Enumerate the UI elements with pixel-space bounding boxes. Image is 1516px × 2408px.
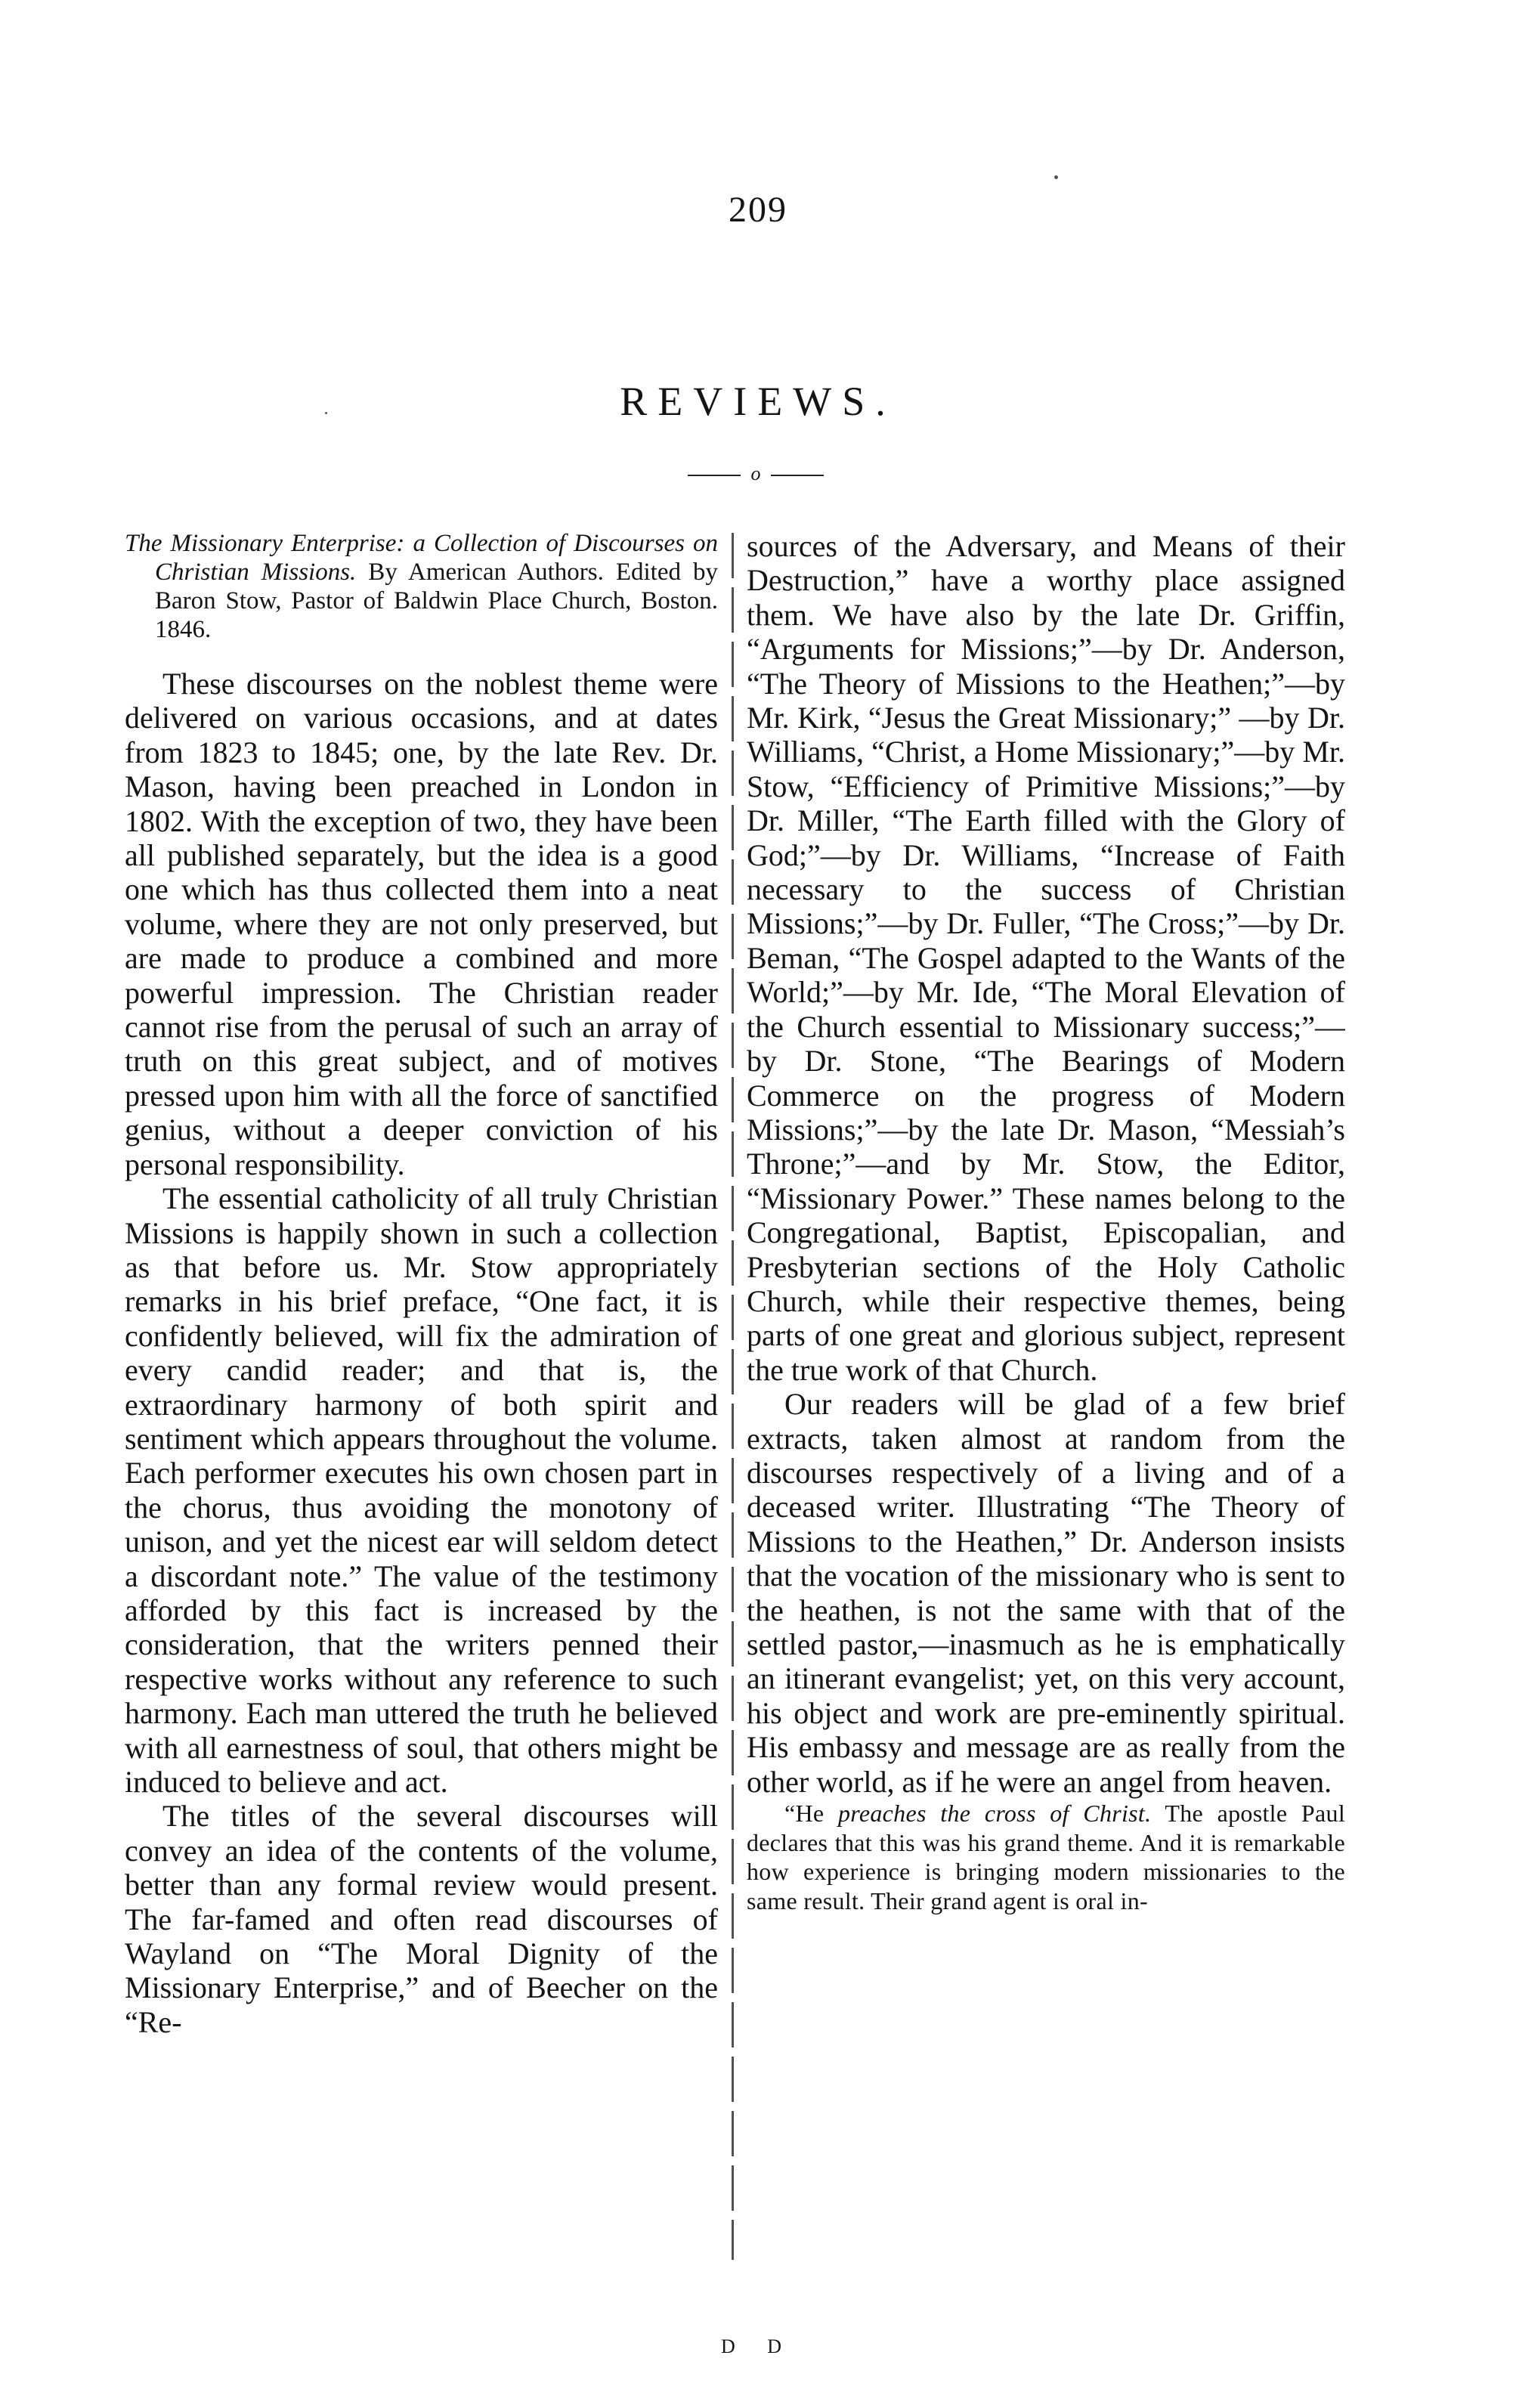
left-column xyxy=(125,529,718,2267)
column-rule xyxy=(732,533,734,2260)
quote-italic: preaches the cross of Christ. xyxy=(837,1800,1152,1828)
block-quotation xyxy=(747,1799,1345,1915)
left-paragraph-1: These discourses on the noblest theme were delivered on various occasions, and at dates from 1823 to 1845; one, by the late Rev. Dr. Mason, having been preached in London in 1802. With the exception of two, they have been all published separately, but the idea is a good one which has thus collected them into a neat volume, where they are not only preserved, but are made to produce a combined and more powerful impression. The Christian reader cannot rise from the perusal of such an array of truth on this great subject, and of motives pressed upon him with all the force of sanctified genius, without a deeper conviction of his personal responsibility. xyxy=(125,667,718,1181)
right-paragraph-1: sources of the Adversary, and Means of their Destruction,” have a worthy place assigned them. We have also by the late Dr. Griffin, “Arguments for Missions;”—by Dr. Anderson, “The Theory of Missions to the Heathen;”—by Mr. Kirk, “Jesus the Great Missionary;” —by Dr. Williams, “Christ, a Home Missionary;”—by Mr. Stow, “Efficiency of Primitive Missions;”—by Dr. Miller, “The Earth filled with the Glory of God;”—by Dr. Williams, “Increase of Faith necessary to the success of Christian Missions;”—by Dr. Fuller, “The Cross;”—by Dr. Beman, “The Gospel adapted to the Wants of the World;”—by Mr. Ide, “The Moral Elevation of the Church essential to Missionary success;”—by Dr. Stone, “The Bearings of Modern Commerce on the progress of Modern Missions;”—by the late Dr. Mason, “Messiah’s Throne;”—and by Mr. Stow, the Editor, “Missionary Power.” These names belong to the Congregational, Baptist, Episcopalian, and Presbyterian sections of the Holy Catholic Church, while their respective themes, being parts of one great and glorious subject, represent the true work of that Church. xyxy=(747,529,1345,1387)
quote-open: “He xyxy=(784,1800,838,1828)
review-book-title: The Missionary Enterprise: a Collection of Discourses on Christian Missions. xyxy=(125,530,718,586)
left-paragraph-3: The titles of the several discourses will convey an idea of the contents of the volume, better than any formal review would present. The far-famed and often read discourses of Wayland on “The Moral Dignity of the Missionary Enterprise,” and of Beecher on the “Re- xyxy=(125,1799,718,2039)
section-heading: REVIEWS. xyxy=(620,379,896,424)
signature-mark: D D xyxy=(720,2335,796,2357)
print-speck xyxy=(1054,175,1058,179)
review-citation xyxy=(125,529,718,644)
quote-rest: The apostle Paul declares that this was his grand theme. And it is remarkable how experience is bringing modern missionaries to the same result. Their grand agent is oral in- xyxy=(747,1800,1345,1914)
right-column xyxy=(747,529,1345,2267)
divider-line-right xyxy=(771,475,824,476)
left-paragraph-2: The essential catholicity of all truly Christian Missions is happily shown in such a collection as that before us. Mr. Stow appropriately remarks in his brief preface, “One fact, it is confidently believed, will fix the admiration of every candid reader; and that is, the extraordinary harmony of both spirit and sentiment which appears throughout the volume. Each performer executes his own chosen part in the chorus, thus avoiding the monotony of unison, and yet the nicest ear will seldom detect a discordant note.” The value of the testimony afforded by this fact is increased by the consideration, that the writers penned their respective works without any reference to such harmony. Each man uttered the truth he believed with all earnestness of soul, that others might be induced to believe and act. xyxy=(125,1181,718,1799)
right-paragraph-2: Our readers will be glad of a few brief extracts, taken almost at random from the discourses respectively of a living and of a deceased writer. Illustrating “The Theory of Missions to the Heathen,” Dr. Anderson insists that the vocation of the missionary who is sent to the heathen, is not the same with that of the settled pastor,—inasmuch as he is emphatically an itinerant evangelist; yet, on this very account, his object and work are pre-eminently spiritual. His embassy and message are as really from the other world, as if he were an angel from heaven. xyxy=(747,1387,1345,1799)
page-number: 209 xyxy=(729,190,787,230)
print-speck xyxy=(325,412,327,414)
review-book-details: By American Authors. Edited by Baron Stow, Pastor of Baldwin Place Church, Boston. 1846. xyxy=(155,559,718,643)
ornamental-divider xyxy=(688,463,824,485)
divider-mark: o xyxy=(750,463,761,484)
